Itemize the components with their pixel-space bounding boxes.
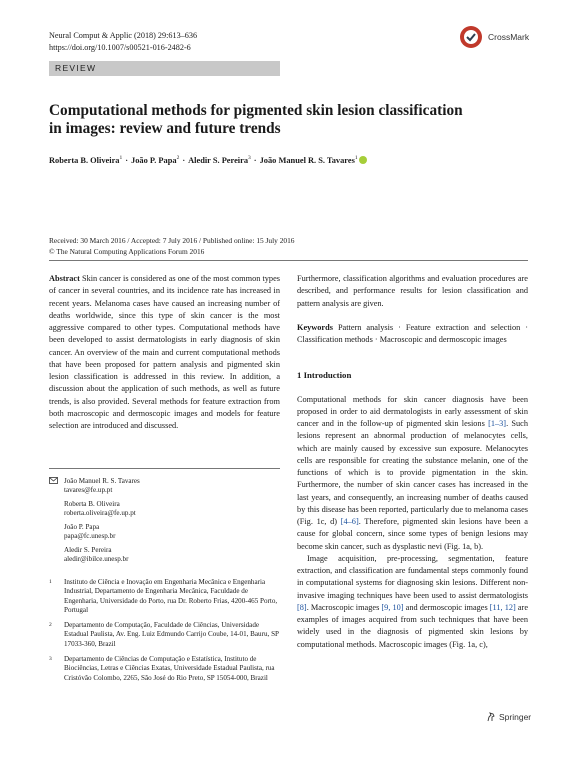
citation-link[interactable]: [9, 10] bbox=[381, 602, 404, 612]
contact-name: João P. Papa bbox=[64, 522, 100, 531]
author-separator: · bbox=[182, 155, 186, 165]
contact-email[interactable]: aledir@ibilce.unesp.br bbox=[64, 554, 129, 563]
contact-entry bbox=[49, 500, 280, 518]
affiliation-item bbox=[49, 621, 280, 649]
publication-dates bbox=[49, 236, 295, 257]
article-type-bar: REVIEW bbox=[49, 61, 280, 76]
publisher-name: Springer bbox=[499, 712, 532, 722]
affiliation-text: Instituto de Ciência e Inovação em Engenharia Mecânica e Engenharia Industrial, Departamento de Engenharia Mecânica, Faculdade de Engenharia, Universidade do Porto, rua Dr. Roberto Frias, 4200-465 Porto, Portugal bbox=[64, 578, 278, 614]
contact-email[interactable]: papa@fc.unesp.br bbox=[64, 532, 116, 541]
affiliation-text: Departamento de Ciências de Computação e Estatística, Instituto de Biociências, Letras e Ciências Exatas, Universidade Estadual Paulista, rua Cristóvão Colombo, 2265, São José do Rio Preto, SP 15054-000, Brazil bbox=[64, 655, 275, 682]
author-list bbox=[49, 152, 367, 167]
right-column bbox=[297, 273, 528, 651]
author-affiliation-mark: 1 bbox=[354, 155, 358, 161]
affiliation-number: 2 bbox=[49, 622, 52, 629]
affiliation-item bbox=[49, 655, 280, 683]
keywords-paragraph bbox=[297, 322, 528, 347]
crossmark-badge[interactable] bbox=[459, 24, 539, 50]
contact-email[interactable]: tavares@fe.up.pt bbox=[64, 486, 113, 495]
author-name[interactable]: João Manuel R. S. Tavares bbox=[259, 155, 355, 165]
author-affiliation-mark: 2 bbox=[176, 155, 180, 161]
contact-name: João Manuel R. S. Tavares bbox=[64, 477, 140, 485]
journal-citation: Neural Comput & Applic (2018) 29:613–636 bbox=[49, 31, 198, 40]
keywords-heading: Keywords bbox=[297, 322, 333, 332]
citation-link[interactable]: [1–3] bbox=[488, 419, 507, 428]
journal-header bbox=[49, 30, 197, 54]
abstract-heading: Abstract bbox=[49, 274, 80, 283]
intro-paragraph-2: Image acquisition, pre-processing, segmentation, feature extraction, and classification are fundamental steps commonly found in computational systems for diagnosing skin lesions. Different non-invasive imaging techniques have been used to assist dermatologists [8]. Macroscopic images [9, 10] and dermoscopic images [11, 12] are examples of images acquired from such techniques that have been widely used in the diagnosis of pigmented skin lesions by computational methods. Macroscopic images (Fig. 1a, c), bbox=[297, 553, 529, 649]
envelope-icon bbox=[49, 477, 64, 495]
author-separator: · bbox=[125, 155, 129, 165]
citation-link[interactable]: [8] bbox=[297, 602, 307, 612]
publisher-logo bbox=[486, 712, 531, 722]
abstract-paragraph bbox=[49, 273, 280, 432]
author-name[interactable]: João P. Papa bbox=[131, 155, 177, 165]
doi-link[interactable]: https://doi.org/10.1007/s00521-016-2482-6 bbox=[49, 43, 191, 52]
title-line-1: Computational methods for pigmented skin lesion classification bbox=[49, 102, 463, 119]
keywords-text: Pattern analysis · Feature extraction and selection · Classification methods · Macroscopic and dermoscopic images bbox=[297, 322, 529, 344]
copyright-line: © The Natural Computing Applications Forum 2016 bbox=[49, 246, 205, 256]
contact-entry bbox=[49, 523, 280, 541]
contact-email[interactable]: roberta.oliveira@fe.up.pt bbox=[64, 509, 136, 518]
affiliation-number: 1 bbox=[49, 579, 52, 585]
contact-entry bbox=[49, 546, 280, 564]
affiliation-number: 3 bbox=[49, 656, 52, 663]
citation-link[interactable]: [4–6] bbox=[340, 517, 359, 526]
divider bbox=[49, 260, 528, 261]
contact-name: Roberta B. Oliveira bbox=[64, 499, 120, 508]
contact-block bbox=[49, 477, 280, 564]
citation-link[interactable]: [11, 12] bbox=[489, 602, 516, 612]
paper-title bbox=[49, 102, 509, 138]
section-heading: 1 Introduction bbox=[297, 370, 352, 381]
left-column bbox=[49, 273, 280, 432]
author-separator: · bbox=[253, 155, 257, 165]
title-line-2: in images: review and future trends bbox=[49, 120, 281, 137]
contact-entry bbox=[49, 477, 280, 495]
abstract-continuation: Furthermore, classification algorithms and evaluation procedures are described, and performance results for lesion classification and pattern analysis are given. bbox=[297, 274, 528, 308]
affiliation-text: Departamento de Computação, Faculdade de Ciências, Universidade Estadual Paulista, Av. Eng. Luiz Edmundo Carrijo Coube, 14-01, Bauru, SP 17033-360, Brazil bbox=[64, 621, 279, 648]
intro-paragraph-1: Computational methods for skin cancer diagnosis have been proposed in order to aid dermatologists in early assessment of skin cancer and in the follow-up of pigmented skin lesions [1–3]. Such lesions represent an abnormal production of melanocytes cells, which are mainly caused by excessive sun exposure. Melanocytes cells are responsible for creating the substance melanin, one of the functions of which is to provide pigmentation in the skin. Furthermore, the number of skin cancer cases has increased in the last years, and consequently, an increasing number of deaths caused by this disease has been reported, particularly due to melanoma cases (Fig. 1c, d) [4–6]. Therefore, pigmented skin lesions have been a cause for global concern, since some types of benign lesions may become skin cancer, such as dysplastic nevi (Fig. 1a, b). bbox=[297, 394, 528, 551]
affiliation-list bbox=[49, 578, 280, 689]
author-affiliation-mark: 1 bbox=[119, 155, 123, 161]
springer-horse-icon bbox=[486, 712, 496, 722]
orcid-icon[interactable] bbox=[359, 156, 367, 164]
author-name[interactable]: Aledir S. Pereira bbox=[188, 155, 249, 165]
contact-name: Aledir S. Pereira bbox=[64, 545, 112, 554]
author-affiliation-mark: 3 bbox=[248, 155, 251, 161]
abstract-text: Skin cancer is considered as one of the most common types of cancer in several countries, and its incidence rate has increased in recent years. Melanoma cases have caused an increasing number of deaths worldwide, since this type of skin cancer is the most aggressive compared to other types. Computational methods have been developed to assist dermatologists in early diagnosis of skin cancer. An overview of the main and current computational methods that have been proposed for pattern analysis and pigmented skin lesion classification is addressed in this review. In addition, a discussion about the application of such methods, as well as future trends, is also provided. Several methods for feature extraction from both macroscopic and dermoscopic images and models for feature selection are introduced and discussed. bbox=[49, 274, 280, 430]
author-name[interactable]: Roberta B. Oliveira bbox=[49, 155, 120, 165]
affiliation-item bbox=[49, 578, 280, 615]
footnote-divider bbox=[49, 468, 280, 469]
dates-line: Received: 30 March 2016 / Accepted: 7 July 2016 / Published online: 15 July 2016 bbox=[49, 236, 295, 245]
crossmark-icon bbox=[459, 25, 483, 49]
crossmark-label: CrossMark bbox=[488, 32, 530, 42]
